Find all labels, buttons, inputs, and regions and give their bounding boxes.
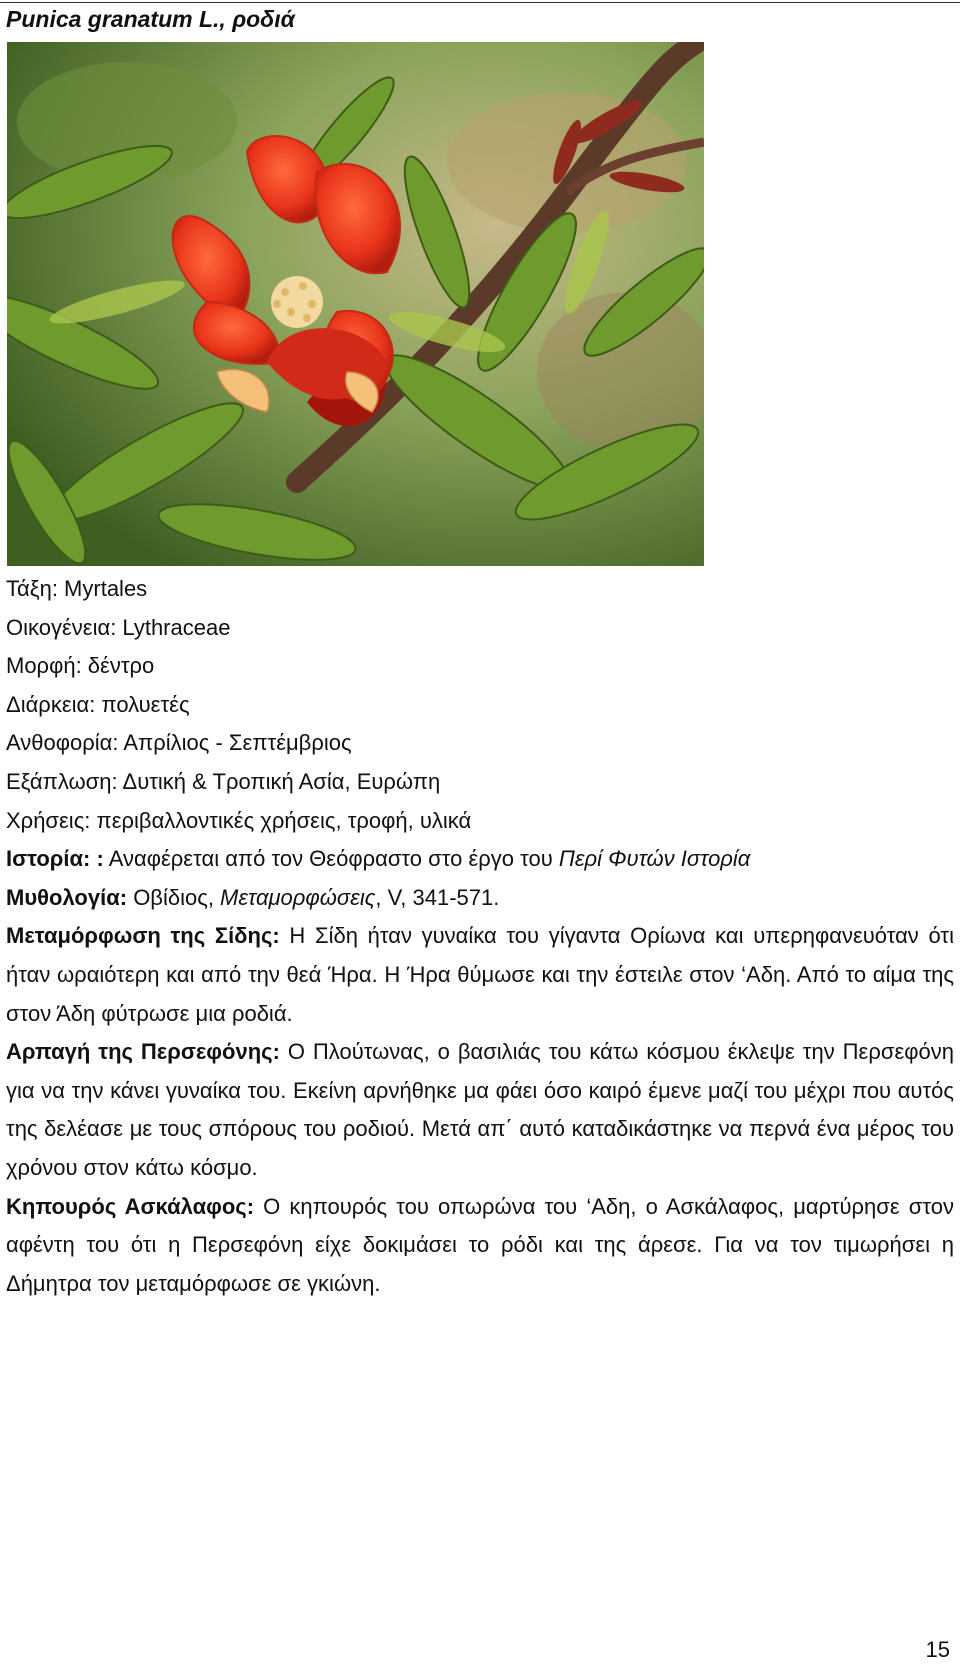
istoria-text: Αναφέρεται από τον Θεόφραστο στο έργο του: [103, 846, 559, 872]
mythologia-author: Οβίδιος,: [127, 884, 221, 910]
section-text: Η Σίδη ήταν γυναίκα του γίγαντα Ορίωνα και υπερηφανευόταν ότι ήταν ωραιότερη και από την θεά Ήρα. Η Ήρα θύμωσε και την έστειλε στον ‘Αδη. Από το αίμα της στον Άδη φύτρωσε μια ροδιά.: [6, 923, 954, 1026]
fact-morfi: Μορφή: δέντρο: [6, 653, 155, 679]
istoria-line: [6, 840, 956, 879]
fact-oikogeneia: Οικογένεια: Lythraceae: [6, 614, 231, 640]
fact-taxi: Τάξη: Myrtales: [6, 576, 148, 601]
mythologia-label: Μυθολογία:: [6, 884, 128, 910]
istoria-work: Περί Φυτών Ιστορία: [558, 846, 751, 872]
section-sidi: [6, 917, 954, 1033]
section-label: Κηπουρός Ασκάλαφος:: [6, 1193, 255, 1219]
pomegranate-flower-photo: [7, 42, 704, 566]
section-text: Ο κηπουρός του οπωρώνα του ‘Αδη, ο Ασκάλαφος, μαρτύρησε στον αφέντη του ότι η Περσεφόνη είχε δοκιμάσει το ρόδι και της άρεσε. Για να τον τιμωρήσει η Δήμητρα τον μεταμόρφωσε σε γκιώνη.: [6, 1193, 954, 1296]
mythologia-ref: , V, 341-571.: [375, 884, 500, 910]
section-text: Ο Πλούτωνας, ο βασιλιάς του κάτω κόσμου έκλεψε την Περσεφόνη για να την κάνει γυναίκα του. Εκείνη αρνήθηκε μα φάει όσο καιρό έμενε μαζί του μέχρι που αυτός της δελέασε με τους σπόρους του ροδιού. Μετά απ΄ αυτό καταδικάστηκε να περνά ένα μέρος του χρόνου στον κάτω κόσμο.: [6, 1039, 954, 1180]
mythologia-work: Μεταμορφώσεις: [220, 884, 376, 910]
species-facts: [6, 570, 956, 1303]
top-rule: [0, 2, 960, 3]
fact-exaplosi: Εξάπλωση: Δυτική & Τροπική Ασία, Ευρώπη: [6, 768, 441, 794]
fact-diarkeia: Διάρκεια: πολυετές: [6, 691, 190, 717]
page-title: Punica granatum L., ροδιά: [6, 6, 295, 32]
pomegranate-flower-icon: [7, 42, 704, 566]
section-askalafos: [6, 1188, 954, 1304]
section-persefoni: [6, 1033, 954, 1187]
fact-anthoforia: Ανθοφορία: Απρίλιος - Σεπτέμβριος: [6, 730, 352, 756]
fact-xriseis: Χρήσεις: περιβαλλοντικές χρήσεις, τροφή, υλικά: [6, 807, 472, 833]
mythologia-line: [6, 879, 956, 918]
section-label: Αρπαγή της Περσεφόνης:: [6, 1039, 280, 1065]
istoria-label: Ιστορία: :: [6, 846, 104, 872]
section-label: Μεταμόρφωση της Σίδης:: [6, 923, 280, 949]
page-number: 15: [925, 1637, 950, 1662]
